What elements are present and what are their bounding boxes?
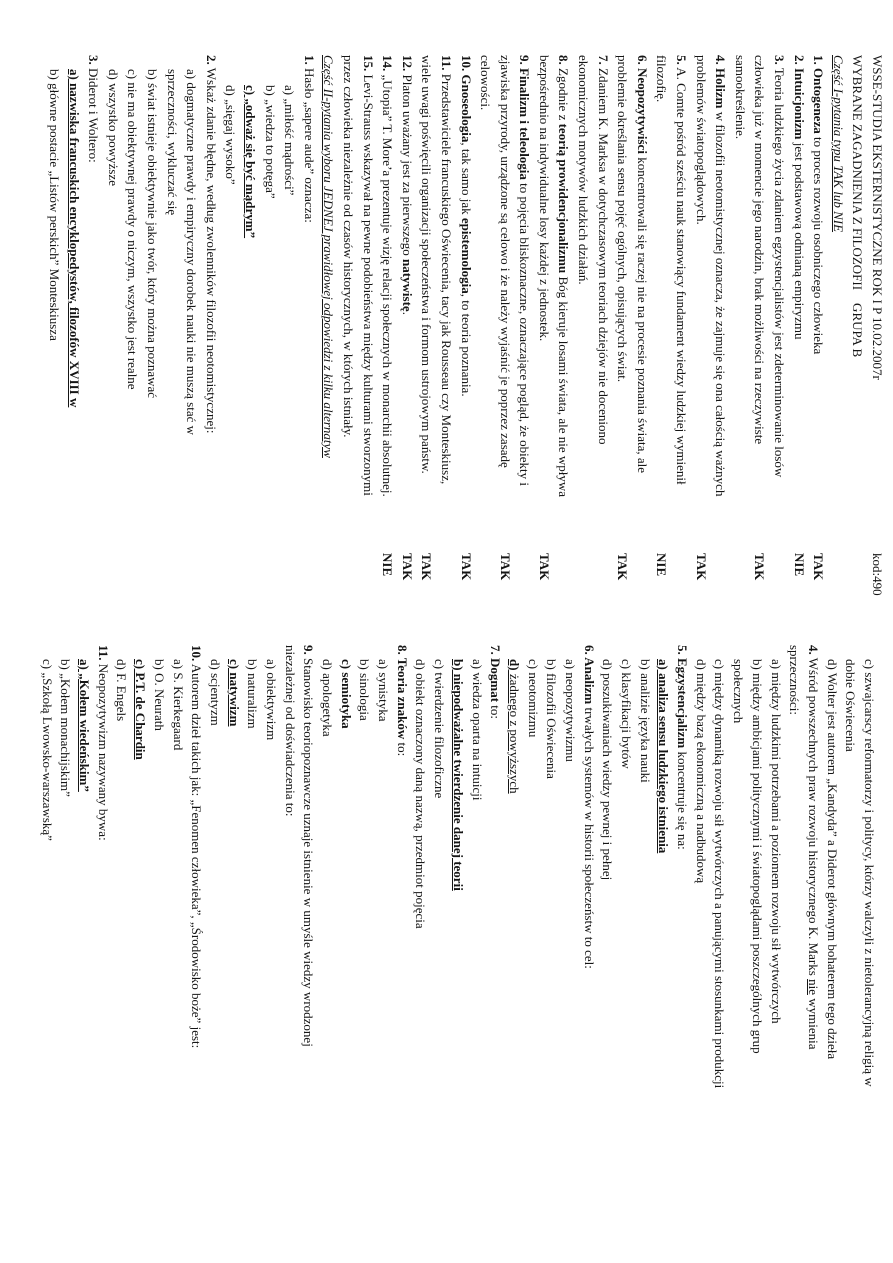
text-segment: Diderot i Woltero: [86, 64, 102, 163]
text-segment: 4. [805, 645, 821, 655]
text-segment: b) sinologia [357, 659, 373, 721]
text-segment: Zdaniem K. Marksa w dotychczasowym teoriach dziejów nie doceniono [595, 64, 611, 445]
text-line [317, 55, 337, 615]
text-segment: a) „Kołem wiedeńskim” [77, 659, 93, 792]
text-segment: to pojęcia bliskoznaczne, oznaczające pogląd, że obiekty i [517, 179, 533, 486]
text-segment: 9. [301, 645, 317, 655]
text-line [335, 645, 354, 1250]
answer-marker: TAK [399, 553, 415, 581]
text-segment: Autorem dzieł takich jak: „Fenomen człowieka”, „Środowisko boże” jest: [189, 661, 205, 1049]
text-segment: a) neopozytywizmu [563, 659, 578, 762]
text-line [167, 645, 186, 1250]
text-line [748, 55, 768, 615]
text-segment: trwałych systemów w historii społeczeństw to cel: [581, 704, 597, 969]
text-segment: a) analiza sensu ludzkiego istnienia [656, 659, 672, 854]
text-line [541, 645, 560, 1250]
text-segment: celowości. [478, 55, 494, 111]
text-line [466, 645, 485, 1250]
text-segment: 10. [189, 645, 205, 662]
text-segment: 2. [203, 55, 219, 65]
text-segment: c) „Szkołą Lwowsko-warszawską” [39, 659, 55, 841]
text-line [92, 645, 111, 1250]
text-segment: w filozofii neotomistycznej oznacza, że zajmuje się ona całością ważnych [713, 108, 729, 497]
text-line [130, 645, 149, 1250]
text-segment: b) filozofii Oświecenia [544, 659, 560, 779]
text-segment: człowieka już w momencie jego narodzin, brak możliwości na rzeczywiste [752, 55, 768, 445]
text-segment: ekonomicznych motywów ludzkich działań. [576, 55, 592, 285]
text-segment: d) „sięgaj wysoko” [223, 85, 239, 185]
text-line [513, 55, 533, 615]
text-segment: d) F. Engels [114, 659, 130, 722]
text-line [858, 645, 877, 1250]
text-line [111, 645, 130, 1250]
text-line [298, 645, 317, 1250]
answer-marker: TAK [458, 553, 474, 581]
text-line [746, 645, 765, 1250]
text-segment: koncentruje się na: [675, 748, 691, 850]
text-segment: d) poszukiwaniach wiedzy pewnej i pełnej [600, 659, 616, 881]
text-segment: filozofię. [654, 55, 670, 103]
text-segment: 11. [95, 645, 111, 661]
text-line [826, 55, 846, 615]
text-line [391, 645, 410, 1250]
text-segment: epistemologia [458, 217, 474, 294]
text-line [485, 645, 504, 1250]
answer-marker: NIE [791, 553, 807, 577]
text-segment: c) semiotyka [338, 659, 354, 729]
answer-marker: TAK [811, 553, 827, 581]
text-line [434, 55, 454, 615]
text-segment: d) między bazą ekonomiczną a nadbudową [693, 659, 709, 884]
text-line [709, 645, 728, 1250]
text-segment: d) apologetyka [320, 659, 336, 737]
answer-marker: TAK [615, 553, 631, 581]
text-segment: 3. [86, 55, 102, 65]
text-line [258, 55, 278, 615]
text-line [242, 645, 261, 1250]
text-line [316, 645, 335, 1250]
text-segment: 6. Analizm [581, 645, 597, 705]
text-line [787, 55, 807, 615]
text-segment: to proces rozwoju osobniczego człowieka [811, 133, 827, 355]
text-segment: Wskaż zdanie błędne, według zwolenników filozofii neotomistycznej: [203, 64, 219, 434]
text-line [140, 55, 160, 615]
text-line [578, 645, 597, 1250]
text-line [199, 55, 219, 615]
text-line [279, 645, 298, 1250]
text-line [101, 55, 121, 615]
text-segment: 5. Egzystencjalizm [675, 645, 691, 749]
text-line [42, 55, 62, 615]
text-line [260, 645, 279, 1250]
text-segment: koncentrowali się raczej nie na procesie poznania świata, ale [634, 153, 650, 474]
text-segment: wiele uwagi poświęcili organizacji społeczeństwa i formom ustrojowym państw. [419, 55, 435, 474]
text-line [671, 645, 690, 1250]
text-line [204, 645, 223, 1250]
text-line [728, 55, 748, 615]
text-segment: c) między dynamiką rozwoju sił wytwórczych a panującymi stosunkami produkcji [712, 659, 728, 1089]
text-segment: sprzeczności: [787, 645, 803, 716]
text-segment: 4. Holizm [713, 55, 729, 109]
text-segment: d) obiekt oznaczony daną nazwą, przedmiot pojęcia [413, 659, 429, 929]
text-segment: to: [394, 739, 410, 757]
text-segment: 1. Ontogeneza [811, 55, 827, 134]
text-line [186, 645, 205, 1250]
text-segment: a) synistyka [376, 659, 392, 722]
text-segment: Stanowisko teoriopoznawcze uznaje istnienie w umyśle wiedzy wrodzonej [301, 654, 317, 1047]
text-line [728, 645, 747, 1250]
text-segment: b) „wiedza to potęga” [262, 85, 278, 199]
text-segment: wymienia [805, 994, 821, 1050]
text-segment: c) klasyfikacji bytów [619, 659, 635, 769]
text-segment: Wśród powszechnych praw rozwoju historycznego K. Marks [805, 654, 821, 980]
text-segment: WSSE-STUDIA EKSTERNISTYCZNE ROK I P 10.02.2007r [870, 55, 885, 380]
text-line [223, 645, 242, 1250]
text-segment: przez człowieka niezależnie od czasów historycznych, w których istniały. [340, 55, 356, 438]
text-line [784, 645, 803, 1250]
text-segment: Platon uważany jest za pierwszego [399, 71, 415, 259]
text-line [591, 55, 611, 615]
text-line [532, 55, 552, 615]
text-segment: 6. Neopozytywiści [634, 55, 650, 154]
exam-code: kod:490 [870, 553, 885, 596]
text-line [552, 55, 572, 615]
text-line [376, 55, 396, 615]
text-segment: c) neotomizmu [525, 659, 541, 738]
text-line [219, 55, 239, 615]
text-line [238, 55, 258, 615]
text-line [846, 55, 866, 615]
text-line [709, 55, 729, 615]
text-line [690, 645, 709, 1250]
text-segment: sprzeczności, wykluczać się [164, 69, 180, 216]
text-line [372, 645, 391, 1250]
text-segment: b) między ambicjami politycznymi i światopoglądami poszczególnych grup [749, 659, 765, 1054]
text-segment: 14. [380, 55, 396, 72]
text-line [611, 55, 631, 615]
text-segment: 1. [301, 55, 317, 65]
text-line [415, 55, 435, 615]
text-segment: WYBRANE ZAGADNIENIA Z FILOZOFII GRUPA B [850, 55, 866, 358]
text-segment: natywistę [399, 258, 415, 312]
text-line [82, 55, 102, 615]
text-segment: b) główne postacie „Listów perskich” Monteskiusza [47, 69, 63, 341]
text-line [121, 55, 141, 615]
text-line [802, 645, 821, 1250]
text-segment: Neopozytywizm nazywany bywa: [95, 660, 111, 841]
answer-marker: NIE [654, 553, 670, 577]
text-segment: 11. [438, 55, 454, 71]
answer-marker: TAK [536, 553, 552, 581]
text-segment: Bóg kieruje losami świata, ale nie wpływa [556, 273, 572, 498]
text-segment: b) analizie języka nauki [637, 659, 653, 783]
text-line [821, 645, 840, 1250]
text-segment: żadnego z powyższych [506, 670, 522, 794]
text-segment: niezależnej od doświadczenia to: [282, 645, 298, 817]
text-segment: d) [506, 659, 522, 671]
text-segment: Zgodnie z [556, 64, 572, 124]
text-line [493, 55, 513, 615]
text-segment: a) wiedza oparta na intuicji [469, 659, 485, 801]
text-segment: dobie Oświecenia [843, 659, 859, 752]
text-line [840, 645, 859, 1250]
text-line [630, 55, 650, 615]
text-segment: problemie określania sensu pojęć ogólnych, opisujących świat. [615, 55, 631, 383]
answer-marker: NIE [380, 553, 396, 577]
text-segment: społecznych [731, 659, 747, 724]
text-segment: 15. [360, 55, 376, 72]
text-segment: Część I-pytania typu TAK lub NIE [830, 55, 846, 233]
text-line [615, 645, 634, 1250]
text-line [62, 55, 82, 615]
exam-column-2 [36, 645, 877, 1250]
text-line [55, 645, 74, 1250]
text-segment: c) nie ma obiektywnej prawdy o niczym, wszystko jest realne [125, 69, 141, 390]
text-line [669, 55, 689, 615]
answer-marker: TAK [693, 553, 709, 581]
text-segment: b) naturalizm [245, 659, 261, 729]
text-segment: d) Wolter jest autorem „Kandyda” a Diderot głównym bohaterem tego dzieła [824, 659, 840, 1060]
text-line [865, 55, 885, 615]
text-line [36, 645, 55, 1250]
answer-marker: TAK [497, 553, 513, 581]
text-segment: jest podstawową odmianą empiryzmu [791, 139, 807, 340]
text-line [410, 645, 429, 1250]
text-line [354, 645, 373, 1250]
text-line [454, 55, 474, 615]
text-segment: Hasło „sapere aude” oznacza: [301, 64, 317, 223]
text-segment: 10. Gnoseologia [458, 55, 474, 143]
text-segment: b) O. Neurath [151, 659, 167, 731]
text-segment: a) obiektywizm [264, 659, 279, 741]
text-segment: 8. Teoria znaków [394, 645, 410, 740]
text-line [160, 55, 180, 615]
text-segment: , tak samo jak [458, 142, 474, 218]
text-segment: c) twierdzenie filozoficzne [432, 659, 448, 799]
text-line [278, 55, 298, 615]
text-line [522, 645, 541, 1250]
text-segment: a) między ludzkimi potrzebami a poziomem rozwoju sił wytwórczych [768, 659, 784, 1024]
text-segment: 12. [399, 55, 415, 72]
text-segment: b) niepodważalne twierdzenie danej teorii [450, 659, 466, 891]
text-segment: nie [805, 979, 821, 995]
text-line [559, 645, 578, 1250]
text-segment: a) „miłość mądrości” [282, 85, 298, 196]
text-segment: Część II-pytania wyboru JEDNEJ prawidłowej odpowiedzi z kilku alternatyw [321, 55, 337, 458]
text-segment: a) nazwiska francuskich encyklopedystów, filozofów XVIII w [66, 69, 82, 408]
text-line [807, 55, 827, 615]
text-line [474, 55, 494, 615]
text-line [653, 645, 672, 1250]
text-line [572, 55, 592, 615]
text-segment: Przedstawiciele francuskiego Oświecenia, tacy jak Rousseau czy Monteskiusz, [438, 70, 454, 485]
text-line [180, 55, 200, 615]
text-segment: 3. [772, 55, 788, 65]
text-line [765, 645, 784, 1250]
text-line [447, 645, 466, 1250]
text-segment: c) P.T. de Chardin [133, 659, 149, 760]
text-segment: c) natywizm [226, 659, 242, 727]
text-segment: bezpośrednio na indywidualne losy każdej z jednostek. [536, 55, 552, 342]
text-segment: 7. [595, 55, 611, 65]
text-segment: a) dogmatyczne prawdy i empiryczny dorobek nauki nie muszą stać w [184, 69, 200, 436]
answer-marker: TAK [752, 553, 768, 581]
text-line [73, 645, 92, 1250]
text-segment: , to teoria poznania. [458, 293, 474, 397]
text-segment: 8. [556, 55, 572, 65]
text-segment: c) „odważ się być mądrym” [243, 85, 258, 239]
text-line [336, 55, 356, 615]
text-segment: Teoria ludzkiego życia zdaniem egzystencjalistów jest zdeterminowanie losów [772, 64, 788, 478]
text-line [148, 645, 167, 1250]
text-segment: a) S. Kierkegaard [170, 659, 186, 751]
answer-marker: TAK [419, 553, 435, 581]
text-segment: d) wszystko powyższe [105, 69, 121, 186]
text-segment: to: [488, 702, 504, 720]
text-segment: 2. Intuicjonizm [791, 55, 807, 140]
text-line [503, 645, 522, 1250]
text-line [634, 645, 653, 1250]
exam-column-1 [42, 55, 885, 615]
text-segment: A. Comte pośród sześciu nauk stanowiący fundament wiedzy ludzkiej wymienił [674, 64, 690, 485]
text-segment: samookreślenie. [732, 55, 748, 140]
text-line [597, 645, 616, 1250]
text-segment: d) scjentyzm [207, 659, 223, 726]
text-segment: 7. Dogmat [488, 645, 504, 703]
text-segment: Levi-Strauss wskazywał na pewne podobieństwa między kulturami stworzonymi [360, 71, 376, 496]
text-segment: „Utopia” T. More’a prezentuje wizję relacji społecznych w monarchii absolutnej. [380, 71, 396, 497]
text-segment: 9. Finalizm i teleologia [517, 55, 533, 180]
text-line [689, 55, 709, 615]
text-line [356, 55, 376, 615]
text-line [767, 55, 787, 615]
text-line [650, 55, 670, 615]
text-segment: 5. [674, 55, 690, 65]
text-line [429, 645, 448, 1250]
text-segment: zjawiska przyrody, urządzone są celowo i że należy wyjaśnić je poprzez zasadę [497, 55, 513, 468]
text-segment: b) „Kołem monachijskim” [58, 659, 74, 797]
text-line [297, 55, 317, 615]
text-segment: teorią prowidencjonalizmu [556, 123, 572, 274]
text-segment: b) świat istnieje obiektywnie jako twór, który można poznawać [145, 69, 161, 399]
text-segment: . [399, 311, 415, 315]
text-segment: problemów światopoglądowych. [693, 55, 709, 225]
text-segment: c) szwajcarscy reformatorzy i politycy, którzy walczyli z nietolerancyjną religią w [862, 659, 877, 1087]
text-line [395, 55, 415, 615]
